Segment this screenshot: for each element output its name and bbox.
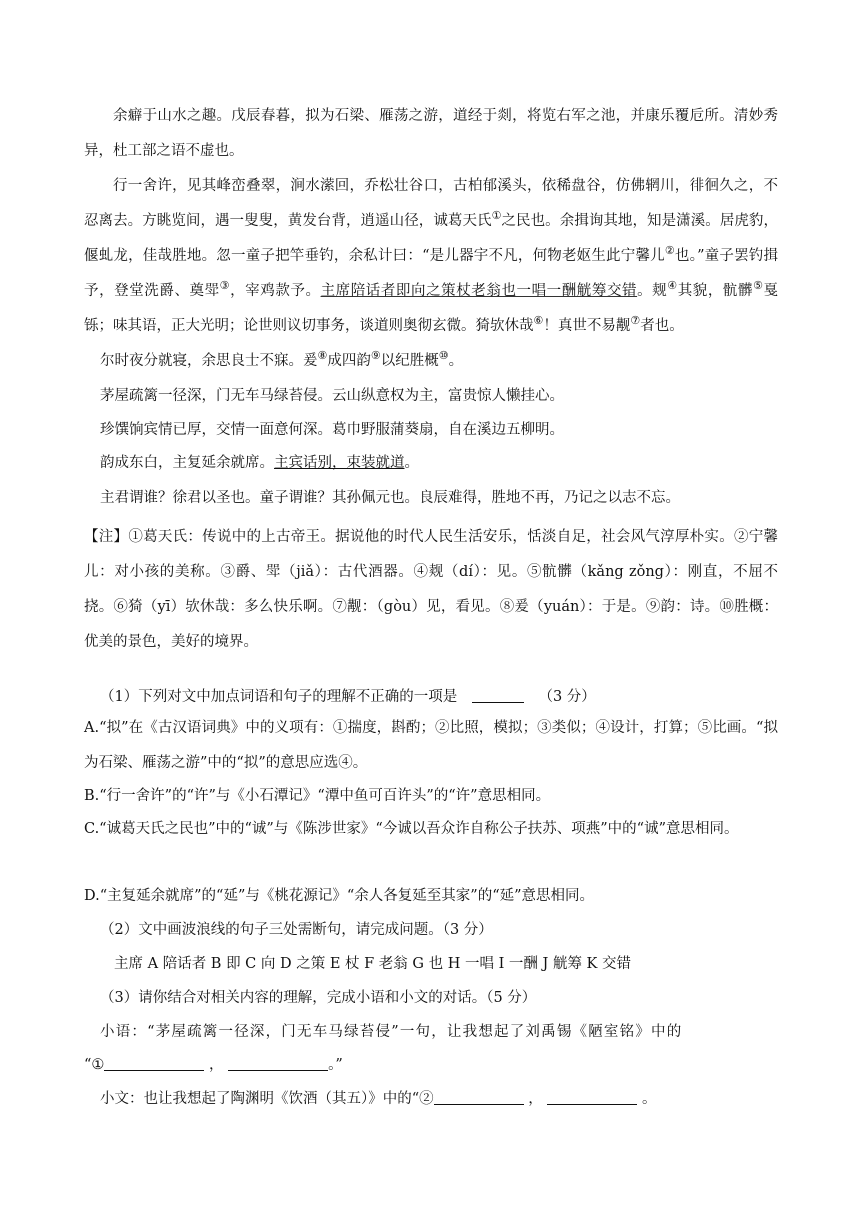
passage-paragraph-5: 主君谓谁？徐君以圣也。童子谓谁？其孙佩元也。良辰难得，胜地不再，乃记之以志不忘。	[100, 490, 680, 506]
footnote-marker: ⑤	[753, 279, 764, 293]
passage-text: 行一舍许，见其峰峦叠翠，涧水潆回，乔松壮谷口，古柏郁溪头，依稀盘谷，仿佛辋川，徘徊久之，不忍离去。方眺览间，遇一叟叟，黄发台背，逍遥山径，诚葛天氏	[84, 178, 778, 229]
comma: ，	[528, 1091, 543, 1107]
passage-text: 。	[448, 353, 464, 369]
score-label: （3 分）	[538, 689, 596, 705]
passage-text: 者也。	[640, 318, 684, 334]
option-c: C.“诚葛天氏之民也”中的“诚”与《陈涉世家》“今诚以吾众诈自称公子扶苏、项燕”中的“诚”意思相同。	[84, 821, 739, 837]
comma: ，	[209, 1057, 224, 1073]
quote-close: 。”	[328, 1057, 343, 1073]
question-1-stem	[100, 686, 794, 708]
passage-text: 余癖于山水之趣。戊辰春暮，拟为石梁、雁荡之游，道经于剡，将览右军之池，并康乐覆卮所。清妙秀异，杜工部之语不虚也。	[84, 108, 778, 159]
passage-text: 也。”童子罢钓揖予，登堂洗爵、奠斝	[84, 248, 778, 299]
xiaoyu-dialogue: 小语：“茅屋疏篱一径深，门无车马绿苔侵”一句，让我想起了刘禹锡《陋室铭》中的	[100, 1024, 683, 1040]
period: 。	[642, 1091, 657, 1107]
xiaowen-dialogue	[84, 1088, 778, 1110]
answer-blank-1a[interactable]	[104, 1056, 204, 1071]
answer-blank-1b[interactable]	[228, 1056, 328, 1071]
footnote-marker: ③	[219, 279, 231, 293]
question-2-segmented-sentence: 主席 A 陪话者 B 即 C 向 D 之策 E 杖 F 老翁 G 也 H 一唱 I 一酬 J 觥筹 K 交错	[114, 956, 631, 972]
dialogue-text: 小文：也让我想起了陶渊明《饮酒（其五）》中的“②	[100, 1091, 434, 1107]
xiaoyu-answer-line	[84, 1054, 778, 1076]
option-a: A.“拟”在《古汉语词典》中的义项有：①揣度，斟酌；②比照，模拟；③类似；④设计，打算；⑤比画。“拟为石梁、雁荡之游”中的“拟”的意思应选④。	[84, 720, 778, 771]
poem-line-2: 珍馔饷宾情已厚，交情一面意何深。葛巾野服蒲葵扇，自在溪边五柳明。	[100, 422, 564, 438]
option-d: D.“主复延余就席”的“延”与《桃花源记》“余人各复延至其家”的“延”意思相同。	[84, 888, 595, 904]
passage-text: 韵成东白，主复延余就席。	[100, 455, 274, 471]
footnote-marker: ⑥	[533, 314, 544, 328]
question-3-stem: （3）请你结合对相关内容的理解，完成小语和小文的对话。（5 分）	[100, 990, 537, 1006]
passage-text: ，宰鸡款予。	[230, 283, 321, 299]
footnote-marker: ⑨	[370, 349, 381, 363]
underlined-sentence: 主宾话别，束装就道	[274, 455, 405, 471]
footnote-marker: ⑩	[438, 349, 449, 363]
passage-paragraph-2	[84, 169, 778, 344]
wavy-underlined-sentence: 主席陪话者即向之策杖老翁也一唱一酬觥筹交错	[320, 283, 638, 299]
footnote-marker: ④	[667, 279, 678, 293]
footnote-marker: ⑦	[630, 314, 641, 328]
passage-text: ！真世不易觏	[543, 318, 631, 334]
poem-line-1: 茅屋疏篱一径深，门无车马绿苔侵。云山纵意权为主，富贵惊人懒挂心。	[100, 388, 564, 404]
notes-block	[84, 520, 778, 660]
passage-text: 其貌，骯髒	[677, 283, 754, 299]
passage-text: 以纪胜概	[380, 353, 439, 369]
passage-text: 。觌	[637, 283, 668, 299]
footnote-marker: ⑧	[317, 349, 328, 363]
notes-text: ①葛天氏：传说中的上古帝王。据说他的时代人民生活安乐，恬淡自足，社会风气淳厚朴实。②宁馨儿：对小孩的美称。③爵、斝（jiǎ）：古代酒器。④觌（dí）：见。⑤骯髒（kǎng zǒng）：刚直，不屈不挠。⑥猗（yī）欤休哉：多么快乐啊。⑦觏：（gòu）见，看见。⑧爰（yuán）：于是。⑨韵：诗。⑩胜概：优美的景色，美好的境界。	[84, 529, 779, 650]
answer-blank[interactable]	[472, 688, 524, 703]
passage-paragraph-1	[84, 99, 778, 169]
passage-text: 成四韵	[327, 353, 371, 369]
answer-blank-2b[interactable]	[547, 1090, 637, 1105]
option-b: B.“行一舍许”的“许”与《小石潭记》“潭中鱼可百许头”的“许”意思相同。	[84, 788, 551, 804]
footnote-marker: ②	[664, 244, 675, 258]
passage-text: 。	[404, 455, 419, 471]
passage-paragraph-3	[84, 350, 778, 372]
answer-blank-2a[interactable]	[434, 1090, 524, 1105]
question-2-stem: （2）文中画波浪线的句子三处需断句，请完成问题。（3 分）	[100, 922, 493, 938]
passage-paragraph-4	[84, 452, 778, 474]
passage-text: 戛铄；味其语，正大光明；论世则议切事务，谈道则奥彻玄微。猗欤休哉	[84, 283, 779, 334]
quote-open: “①	[84, 1057, 105, 1073]
passage-text: 尔时夜分就寝，余思良士不寐。爰	[100, 353, 318, 369]
passage-text: 之民也。余揖询其地，知是潇溪。居虎豹，偃虬龙，佳哉胜地。忽一童子把竿垂钓，余私计曰：“是儿器宇不凡，何物老妪生此宁馨儿	[84, 213, 778, 264]
footnote-marker: ①	[491, 209, 502, 223]
notes-label: 【注】	[84, 529, 129, 545]
question-text: （1）下列对文中加点词语和句子的理解不正确的一项是	[100, 689, 458, 705]
